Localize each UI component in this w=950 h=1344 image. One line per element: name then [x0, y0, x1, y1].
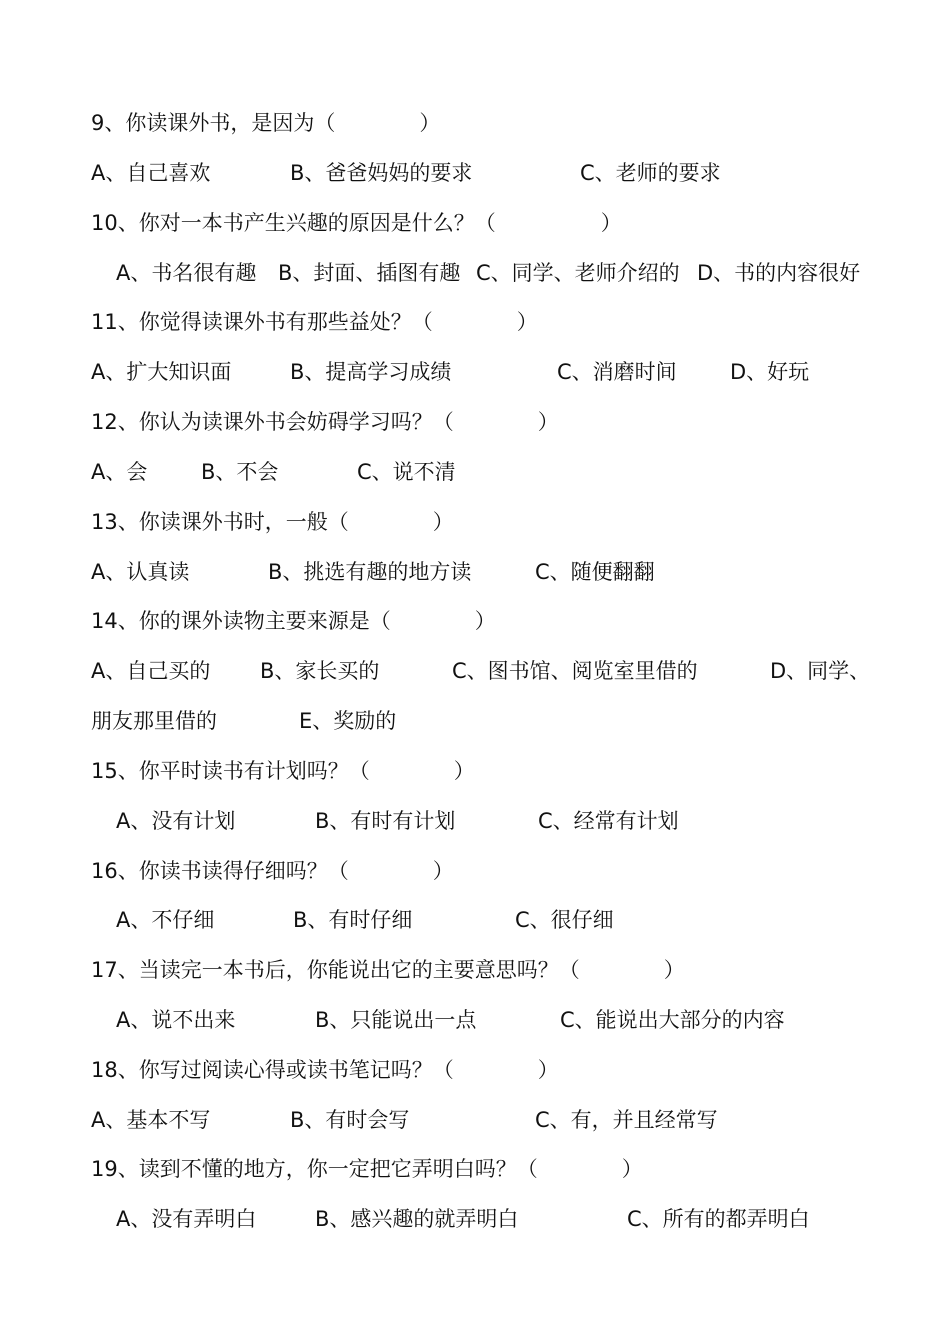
- option-b: B、提高学习成绩: [290, 360, 452, 384]
- options-11: [0, 352, 950, 392]
- question-prompt: 14、你的课外读物主要来源是（ ）: [91, 609, 496, 633]
- option-c: C、随便翻翻: [535, 560, 655, 584]
- question-14: [0, 601, 950, 641]
- question-13: [0, 502, 950, 542]
- option-a: A、基本不写: [91, 1108, 211, 1132]
- question-17: [0, 950, 950, 990]
- question-prompt: 19、读到不懂的地方，你一定把它弄明白吗？（ ）: [91, 1157, 643, 1181]
- question-prompt: 12、你认为读课外书会妨碍学习吗？（ ）: [91, 410, 559, 434]
- option-c: C、老师的要求: [580, 161, 721, 185]
- question-prompt: 18、你写过阅读心得或读书笔记吗？（ ）: [91, 1058, 559, 1082]
- question-prompt: 15、你平时读书有计划吗？（ ）: [91, 759, 475, 783]
- option-b: B、感兴趣的就弄明白: [315, 1207, 519, 1231]
- options-19: [0, 1199, 950, 1239]
- question-12: [0, 402, 950, 442]
- question-prompt: 13、你读课外书时，一般（ ）: [91, 510, 454, 534]
- option-b: B、爸爸妈妈的要求: [290, 161, 473, 185]
- question-prompt: 16、你读书读得仔细吗？（ ）: [91, 859, 454, 883]
- option-c: C、能说出大部分的内容: [560, 1008, 785, 1032]
- option-b: B、不会: [201, 460, 279, 484]
- options-16: [0, 900, 950, 940]
- option-a: A、扩大知识面: [91, 360, 232, 384]
- option-c: C、图书馆、阅览室里借的: [452, 659, 698, 683]
- option-c: C、很仔细: [515, 908, 614, 932]
- question-prompt: 10、你对一本书产生兴趣的原因是什么？（ ）: [91, 211, 622, 235]
- option-b: B、家长买的: [260, 659, 380, 683]
- options-10: [0, 253, 950, 293]
- question-prompt: 9、你读课外书，是因为（ ）: [91, 111, 441, 135]
- option-c: C、有，并且经常写: [535, 1108, 718, 1132]
- options-18: [0, 1100, 950, 1140]
- option-b: B、封面、插图有趣: [278, 261, 461, 285]
- option-d: D、好玩: [730, 360, 810, 384]
- question-15: [0, 751, 950, 791]
- question-prompt: 17、当读完一本书后，你能说出它的主要意思吗？（ ）: [91, 958, 685, 982]
- option-a: A、会: [91, 460, 148, 484]
- option-b: B、有时仔细: [293, 908, 413, 932]
- option-c: C、所有的都弄明白: [627, 1207, 810, 1231]
- question-19: [0, 1149, 950, 1189]
- option-b: B、有时会写: [290, 1108, 410, 1132]
- option-a: A、没有计划: [116, 809, 236, 833]
- options-14-continued: [0, 701, 950, 741]
- option-d: D、同学、: [770, 659, 871, 683]
- options-15: [0, 801, 950, 841]
- option-a: A、书名很有趣: [116, 261, 257, 285]
- option-a: A、不仔细: [116, 908, 215, 932]
- question-16: [0, 851, 950, 891]
- options-14: [0, 651, 950, 691]
- option-e: E、奖励的: [299, 709, 397, 733]
- option-c: C、同学、老师介绍的: [476, 261, 680, 285]
- question-18: [0, 1050, 950, 1090]
- question-prompt: 11、你觉得读课外书有那些益处？（ ）: [91, 310, 538, 334]
- option-b: B、有时有计划: [315, 809, 456, 833]
- question-11: [0, 302, 950, 342]
- options-9: [0, 153, 950, 193]
- option-c: C、说不清: [357, 460, 456, 484]
- option-c: C、经常有计划: [538, 809, 679, 833]
- option-d-continued: 朋友那里借的: [91, 709, 217, 733]
- option-a: A、认真读: [91, 560, 190, 584]
- options-17: [0, 1000, 950, 1040]
- option-a: A、自己买的: [91, 659, 211, 683]
- question-10: [0, 203, 950, 243]
- option-a: A、没有弄明白: [116, 1207, 257, 1231]
- option-b: B、只能说出一点: [315, 1008, 477, 1032]
- option-c: C、消磨时间: [557, 360, 677, 384]
- options-12: [0, 452, 950, 492]
- options-13: [0, 552, 950, 592]
- option-a: A、说不出来: [116, 1008, 236, 1032]
- option-a: A、自己喜欢: [91, 161, 211, 185]
- option-d: D、书的内容很好: [697, 261, 861, 285]
- question-9: [0, 103, 950, 143]
- option-b: B、挑选有趣的地方读: [268, 560, 472, 584]
